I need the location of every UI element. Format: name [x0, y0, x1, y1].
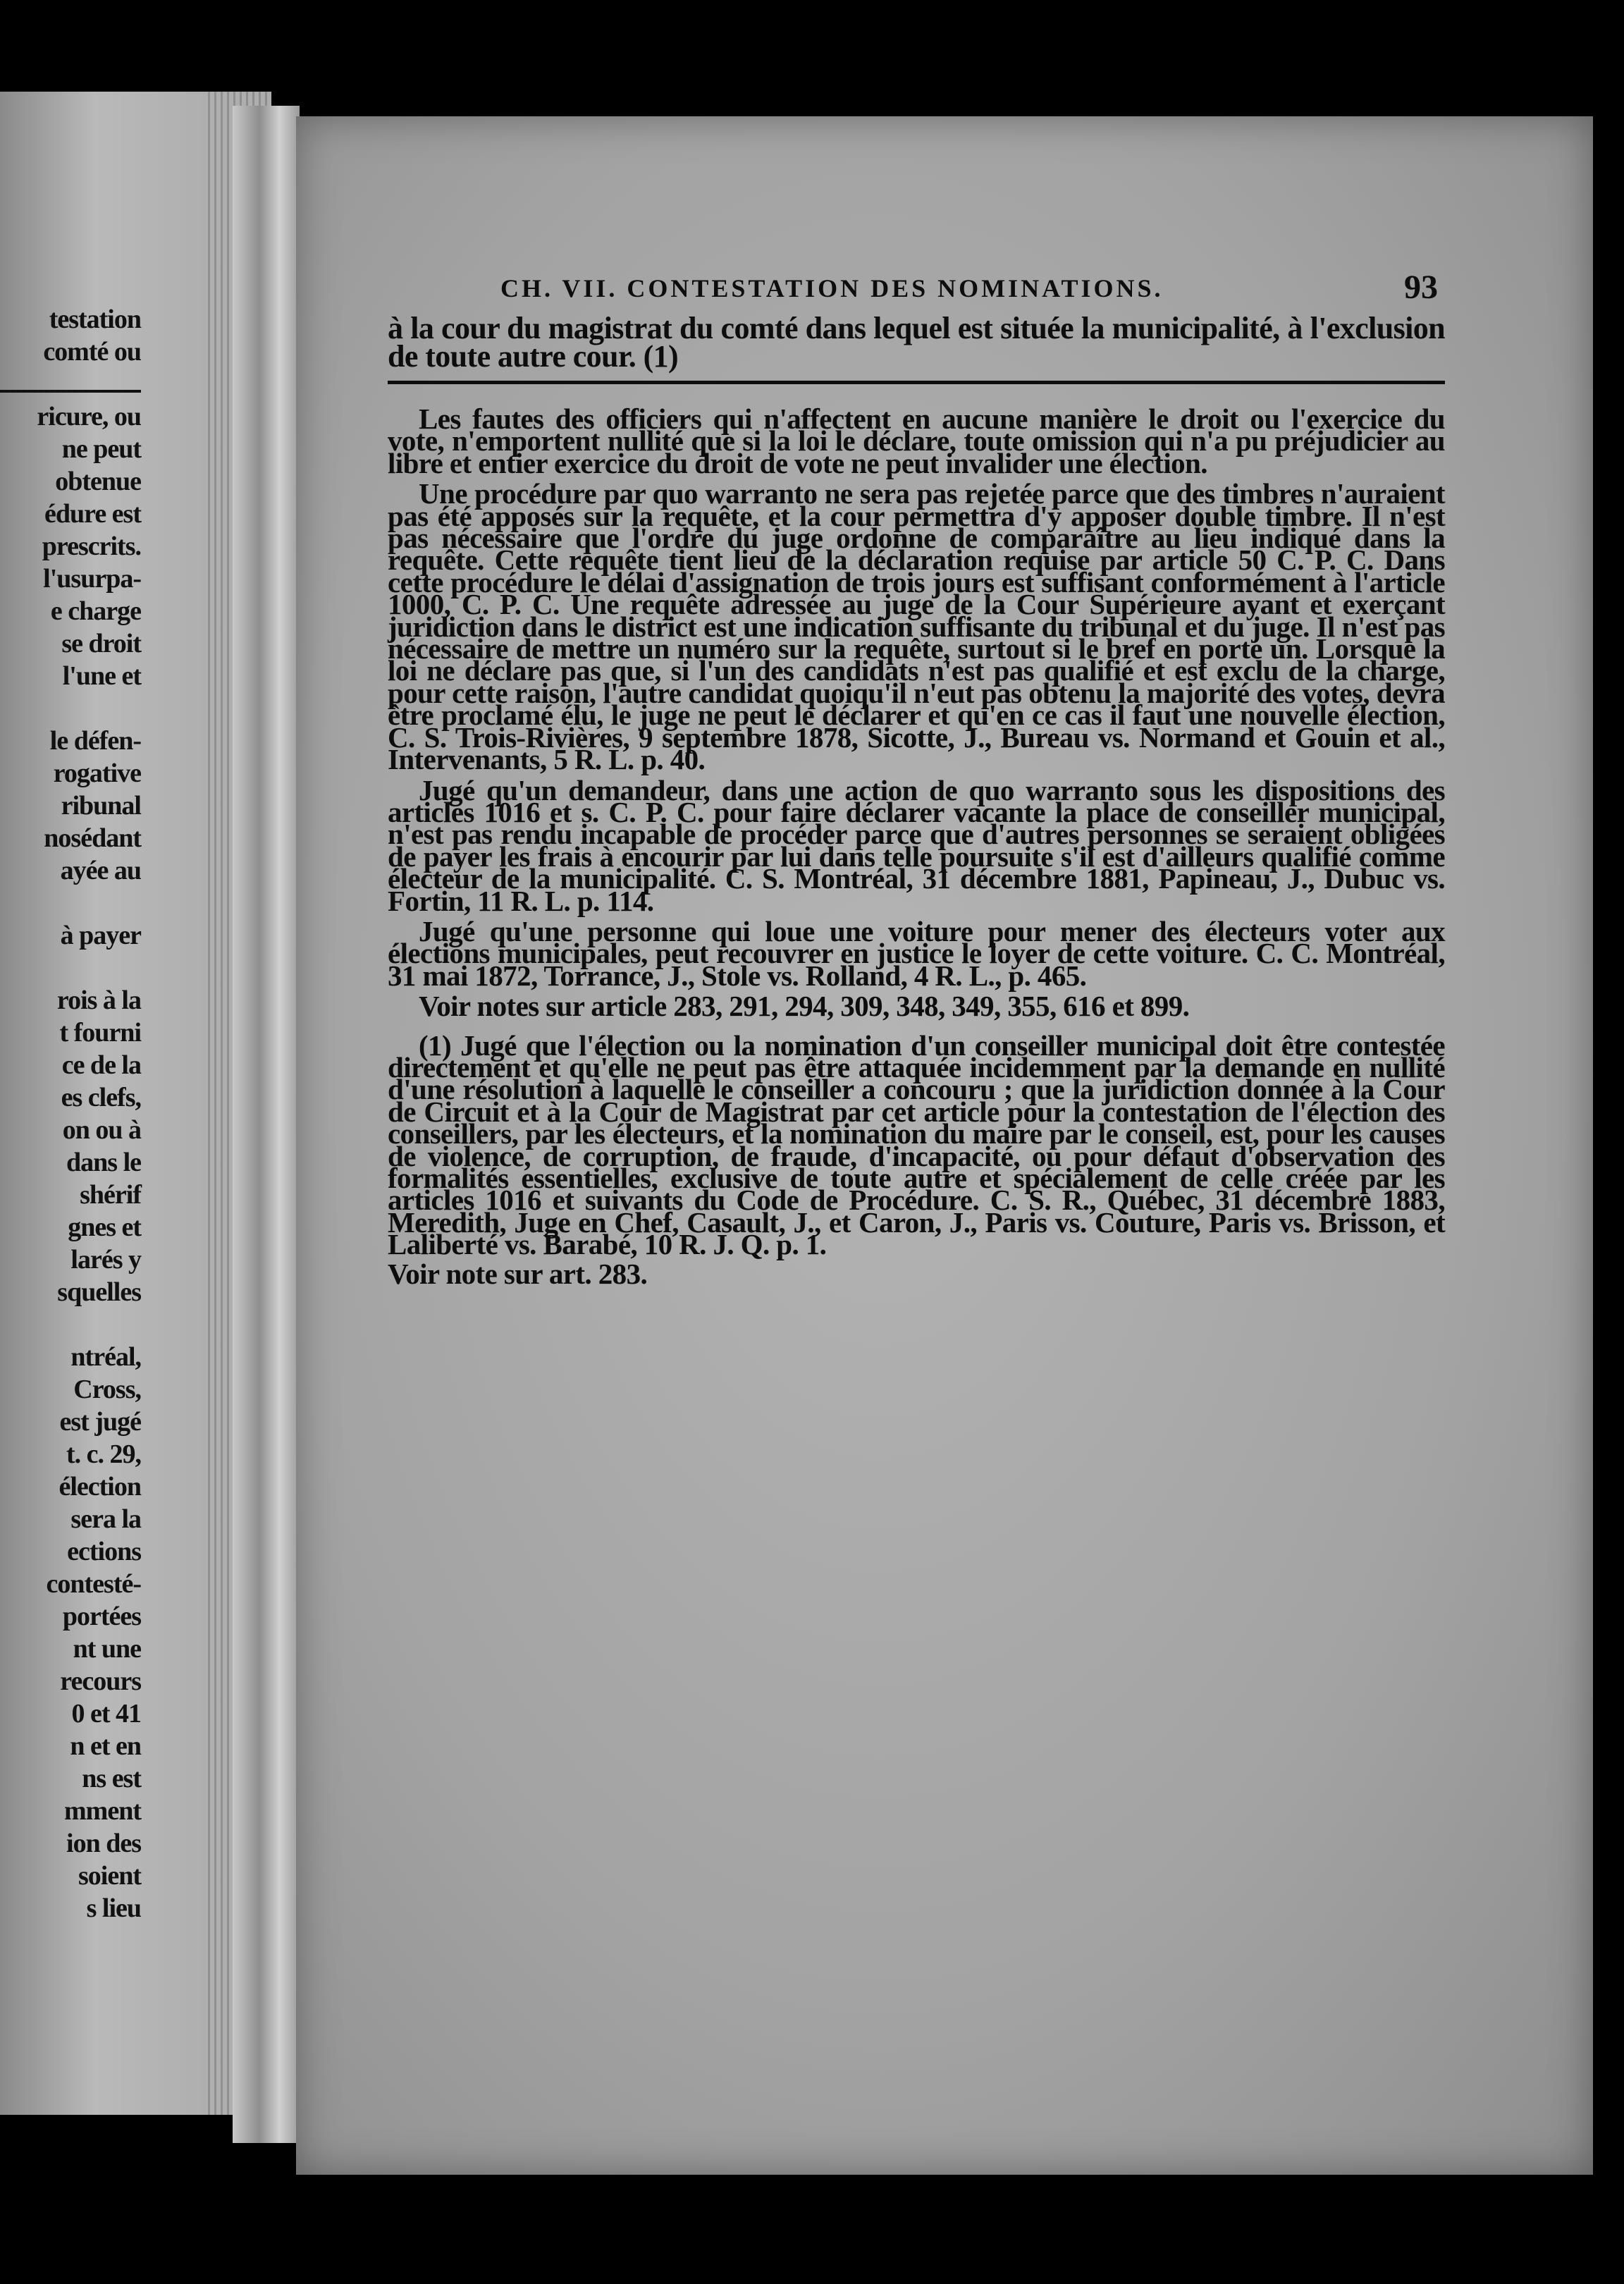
left-page-line [0, 887, 141, 919]
left-page-line: à payer [60, 921, 141, 950]
footnote-paragraph: Voir note sur art. 283. [388, 1257, 648, 1290]
left-page-line: comté ou [43, 337, 141, 367]
left-page-line: édure est [44, 499, 141, 529]
left-page-line: rogative [53, 759, 141, 788]
section-rule [388, 381, 1445, 384]
left-page-line: prescrits. [42, 532, 141, 561]
running-head-title: CH. VII. CONTESTATION DES NOMINATIONS. [500, 274, 1164, 302]
left-page-line: ne peut [61, 434, 141, 464]
left-page-line: recours [60, 1666, 141, 1696]
left-page-line [0, 952, 141, 984]
left-page-line: sera la [70, 1504, 141, 1534]
left-page-line: contesté- [46, 1569, 141, 1599]
left-page-text [0, 303, 141, 1924]
book-spine [233, 106, 300, 2143]
left-page-line [0, 1308, 141, 1341]
left-page-line: t fourni [59, 1018, 141, 1048]
left-page-line: mment [64, 1796, 141, 1826]
left-page-line: t. c. 29, [66, 1439, 141, 1469]
left-page-line: se droit [61, 629, 141, 658]
left-page-line: nosédant [44, 823, 141, 853]
left-page-line: shérif [80, 1180, 141, 1210]
left-page-line: testation [49, 305, 141, 334]
left-page-line: rois à la [56, 986, 141, 1015]
left-page-line: élection [59, 1472, 141, 1502]
case-notes [388, 403, 1445, 1023]
note-paragraph: Voir notes sur article 283, 291, 294, 309, 348, 349, 355, 616 et 899. [419, 990, 1190, 1023]
left-page-line: gnes et [68, 1212, 141, 1242]
left-page-line: Cross, [73, 1375, 141, 1404]
previous-page-fragment [0, 92, 271, 2115]
left-page-line: ion des [66, 1829, 141, 1858]
footnote-block [388, 1029, 1445, 1290]
left-page-line: l'usurpa- [43, 564, 141, 594]
note-paragraph: Une procédure par quo warranto ne sera pas rejetée parce que des timbres n'auraient pas été apposés sur la requête, et la cour permettra d'y apposer double timbre. Il n'est pas nécessaire que l'ordre du juge ordonne de comparaître au lieu indiqué dans la requête. Cette requête tient lieu de la déclaration requise par article 50 C. P. C. Dans cette procédure le délai d'assignation de trois jours est suffisant conformément à l'article 1000, C. P. C. Une requête adressée au juge de la Cour Supérieure ayant et exerçant juridiction dans le district est une indication suffisante du tribunal et du juge. Il n'est pas nécessaire de mettre un numéro sur la requête, surtout si le bref en porte un. Lorsque la loi ne déclare pas que, si l'un des candidats n'est pas qualifié et est exclu de la charge, pour cette raison, l'autre candidat quoiqu'il n'eut pas obtenu la majorité des votes, devra être proclamé élu, le juge ne peut le déclarer et qu'en ce cas il faut une nouvelle élection, C. S. Trois-Rivières, 9 septembre 1878, Sicotte, J., Bureau vs. Normand et Gouin et al., Intervenants, 5 R. L. p. 40. [388, 477, 1445, 776]
note-paragraph: Les fautes des officiers qui n'affectent en aucune manière le droit ou l'exercice du vote, n'emportent nullité que si la loi le déclare, toute omission qui n'a pu préjudicier au libre et entier exercice du droit de vote ne peut invalider une élection. [388, 403, 1445, 479]
left-page-line: 0 et 41 [71, 1699, 141, 1729]
left-page-line: e charge [50, 596, 141, 626]
left-page-line: s lieu [86, 1893, 141, 1923]
note-paragraph: Jugé qu'un demandeur, dans une action de quo warranto sous les dispositions des articles 1016 et s. C. P. C. pour faire déclarer vacante la place de conseiller municipal, n'est pas rendu incapable de procéder parce que d'autres personnes se seraient obligées de payer les frais à encourir par lui dans telle poursuite s'il est d'ailleurs qualifié comme électeur de la municipalité. C. S. Montréal, 31 décembre 1881, Papineau, J., Dubuc vs. Fortin, 11 R. L. p. 114. [388, 773, 1445, 917]
left-page-line: portées [62, 1602, 141, 1631]
left-page-line: l'une et [62, 661, 141, 691]
note-paragraph: Jugé qu'une personne qui loue une voiture pour mener des électeurs voter aux élections municipales, peut recouvrer en justice le loyer de cette voiture. C. C. Montréal, 31 mai 1872, Torrance, J., Stole vs. Rolland, 4 R. L., p. 465. [388, 914, 1445, 992]
left-page-line: ribunal [61, 791, 141, 821]
book-page [296, 116, 1593, 2175]
left-page-line: n et en [70, 1731, 141, 1761]
carryover-text: à la cour du magistrat du comté dans lequel est située la municipalité, à l'exclusion de toute autre cour. (1) [388, 311, 1445, 374]
left-page-line [0, 692, 141, 725]
left-page-line: ns est [82, 1764, 141, 1793]
left-page-line: le défen- [49, 726, 141, 756]
left-page-line: ections [67, 1537, 141, 1566]
left-page-line: larés y [70, 1245, 141, 1275]
left-page-line: on ou à [62, 1115, 141, 1145]
left-page-line: nt une [73, 1634, 141, 1664]
left-page-line: squelles [57, 1277, 141, 1307]
left-page-line: ce de la [61, 1050, 141, 1080]
page-number: 93 [1404, 269, 1438, 306]
running-head [388, 268, 1445, 310]
left-page-line: dans le [66, 1148, 141, 1177]
footnote-paragraph: (1) Jugé que l'élection ou la nomination d'un conseiller municipal doit être contestée directement et qu'elle ne peut pas être attaquée incidemment par la demande en nullité d'une résolution à laquelle le conseiller a concouru ; que la juridiction donnée à la Cour de Circuit et à la Cour de Magistrat par cet article pour la contestation de l'élection des conseillers, par les électeurs, et la nomination du maire par le conseil, est, pour les causes de violence, de corruption, de fraude, d'incapacité, ou pour défaut d'observation des formalités essentielles, exclusive de toute autre et spécialement de celle créée par les articles 1016 et suivants du Code de Procédure. C. S. R., Québec, 31 décembre 1883, Meredith, Juge en Chef, Casault, J., et Caron, J., Paris vs. Couture, Paris vs. Brisson, et Laliberté vs. Barabé, 10 R. J. Q. p. 1. [388, 1029, 1445, 1261]
left-page-line: ayée au [60, 856, 141, 885]
left-page-line: est jugé [59, 1407, 141, 1437]
left-page-line: ntréal, [70, 1342, 141, 1372]
left-page-line: es clefs, [61, 1083, 141, 1112]
page-content [388, 268, 1445, 1290]
left-page-line [0, 368, 141, 400]
left-page-line: soient [78, 1861, 141, 1891]
left-page-line: obtenue [55, 467, 141, 496]
left-page-line: ricure, ou [37, 402, 141, 431]
